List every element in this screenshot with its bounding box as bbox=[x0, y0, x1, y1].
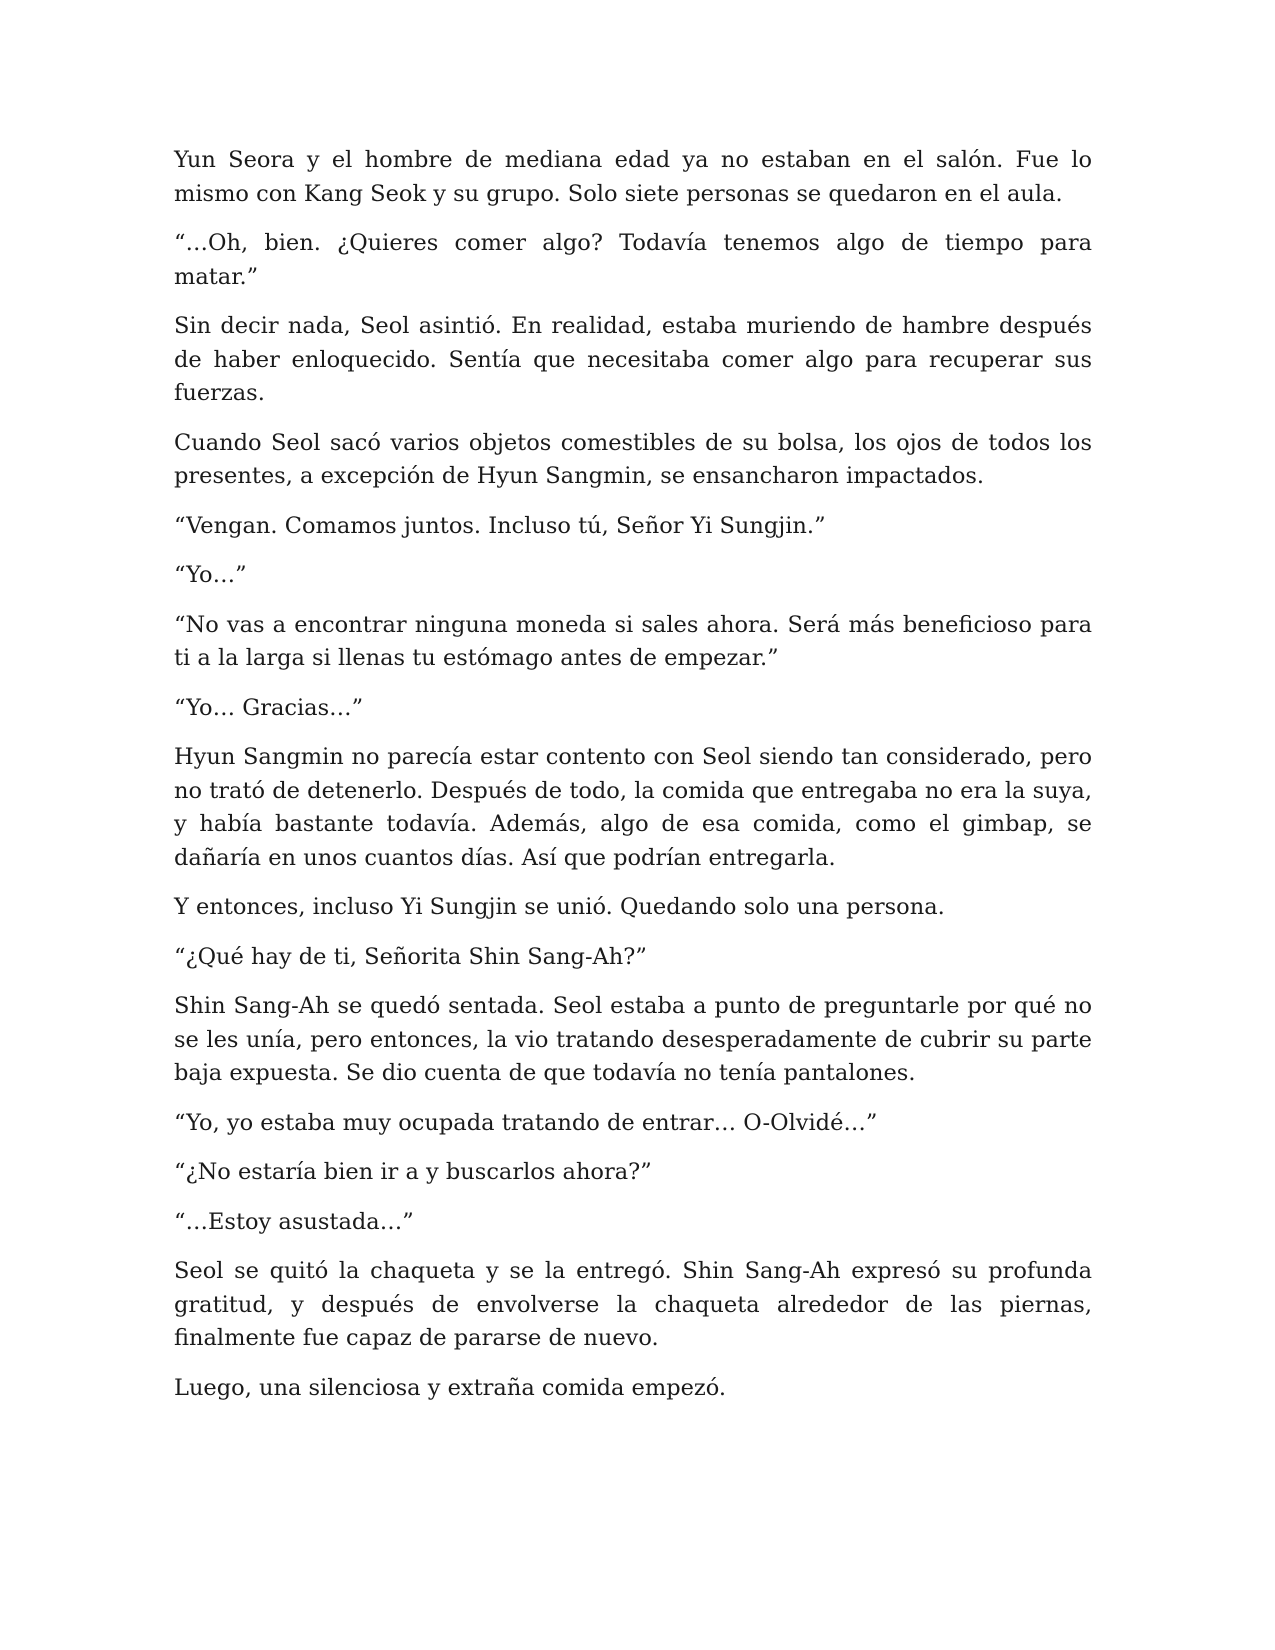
paragraph-1: Yun Seora y el hombre de mediana edad ya no estaban en el salón. Fue lo mismo con Kang Seok y su grupo. Solo siete personas se quedaron en el aula. bbox=[174, 147, 1092, 207]
paragraph-17: Luego, una silenciosa y extraña comida empezó. bbox=[174, 1374, 727, 1401]
paragraph-2: “…Oh, bien. ¿Quieres comer algo? Todavía tenemos algo de tiempo para matar.” bbox=[174, 230, 1092, 290]
paragraph-16: Seol se quitó la chaqueta y se la entregó. Shin Sang-Ah expresó su profunda gratitud, y después de envolverse la chaqueta alrededor de las piernas, finalmente fue capaz de pararse de nuevo. bbox=[174, 1258, 1092, 1351]
paragraph-3: Sin decir nada, Seol asintió. En realidad, estaba muriendo de hambre después de haber enloquecido. Sentía que necesitaba comer algo para recuperar sus fuerzas. bbox=[174, 313, 1092, 406]
paragraph-10: Y entonces, incluso Yi Sungjin se unió. Quedando solo una persona. bbox=[174, 894, 945, 920]
paragraph-13: “Yo, yo estaba muy ocupada tratando de entrar… O-Olvidé…” bbox=[174, 1109, 878, 1136]
paragraph-4: Cuando Seol sacó varios objetos comestibles de su bolsa, los ojos de todos los presentes, a excepción de Hyun Sangmin, se ensancharon impactados. bbox=[174, 429, 1092, 489]
paragraph-8: “Yo… Gracias…” bbox=[174, 694, 364, 721]
paragraph-11: “¿Qué hay de ti, Señorita Shin Sang-Ah?” bbox=[174, 943, 647, 970]
paragraph-7: “No vas a encontrar ninguna moneda si sales ahora. Será más beneficioso para ti a la larga si llenas tu estómago antes de empezar.” bbox=[174, 611, 1092, 671]
paragraph-14: “¿No estaría bien ir a y buscarlos ahora?” bbox=[174, 1159, 652, 1185]
paragraph-9: Hyun Sangmin no parecía estar contento con Seol siendo tan considerado, pero no trató de detenerlo. Después de todo, la comida que entregaba no era la suya, y había bastante todavía. Además, algo de esa comida, como el gimbap, se dañaría en unos cuantos días. Así que podrían entregarla. bbox=[174, 744, 1092, 871]
paragraph-12: Shin Sang-Ah se quedó sentada. Seol estaba a punto de preguntarle por qué no se les unía, pero entonces, la vio tratando desesperadamente de cubrir su parte baja expuesta. Se dio cuenta de que todavía no tenía pantalones. bbox=[174, 993, 1092, 1086]
paragraph-15: “…Estoy asustada…” bbox=[174, 1208, 414, 1235]
document-page bbox=[174, 144, 1092, 1421]
paragraph-6: “Yo…” bbox=[174, 562, 247, 588]
paragraph-5: “Vengan. Comamos juntos. Incluso tú, Señor Yi Sungjin.” bbox=[174, 512, 826, 539]
